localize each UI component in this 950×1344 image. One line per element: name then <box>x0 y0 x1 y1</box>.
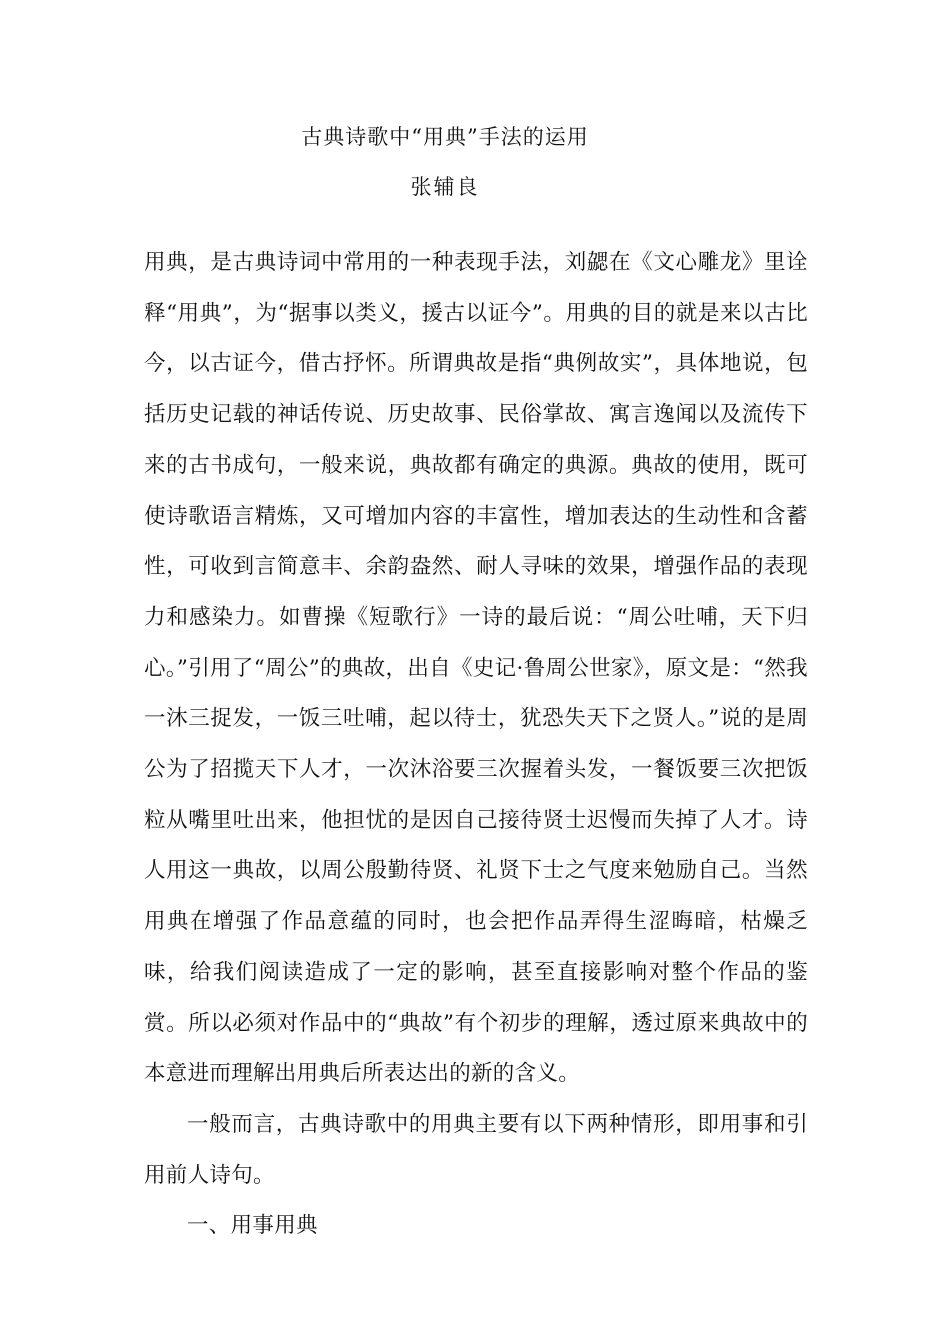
document-author: 张辅良 <box>410 175 480 199</box>
section-heading: 一、用事用典 <box>187 1213 318 1239</box>
document-title: 古典诗歌中“用典”手法的运用 <box>301 125 589 149</box>
body-paragraph-overview: 一般而言，古典诗歌中的用典主要有以下两种情形，即用事和引用前人诗句。 <box>144 1111 808 1188</box>
document-body <box>144 238 808 1252</box>
body-paragraph-intro: 用典，是古典诗词中常用的一种表现手法，刘勰在《文心雕龙》里诠释“用典”，为“据事以类义，援古以证今”。用典的目的就是来以古比今，以古证今，借古抒怀。所谓典故是指“典例故实”，具体地说，包括历史记载的神话传说、历史故事、民俗掌故、寓言逸闻以及流传下来的古书成句，一般来说，典故都有确定的典源。典故的使用，既可使诗歌语言精炼，又可增加内容的丰富性，增加表达的生动性和含蓄性，可收到言简意丰、余韵盎然、耐人寻味的效果，增强作品的表现力和感染力。如曹操《短歌行》一诗的最后说：“周公吐哺，天下归心。”引用了“周公”的典故，出自《史记·鲁周公世家》，原文是：“然我一沐三捉发，一饭三吐哺，起以待士，犹恐失天下之贤人。”说的是周公为了招揽天下人才，一次沐浴要三次握着头发，一餐饭要三次把饭粒从嘴里吐出来，他担忧的是因自己接待贤士迟慢而失掉了人才。诗人用这一典故，以周公殷勤待贤、礼贤下士之气度来勉励自己。当然用典在增强了作品意蕴的同时，也会把作品弄得生涩晦暗，枯燥乏味，给我们阅读造成了一定的影响，甚至直接影响对整个作品的鉴赏。所以必须对作品中的“典故”有个初步的理解，透过原来典故中的本意进而理解出用典后所表达出的新的含义。 <box>144 250 808 1087</box>
